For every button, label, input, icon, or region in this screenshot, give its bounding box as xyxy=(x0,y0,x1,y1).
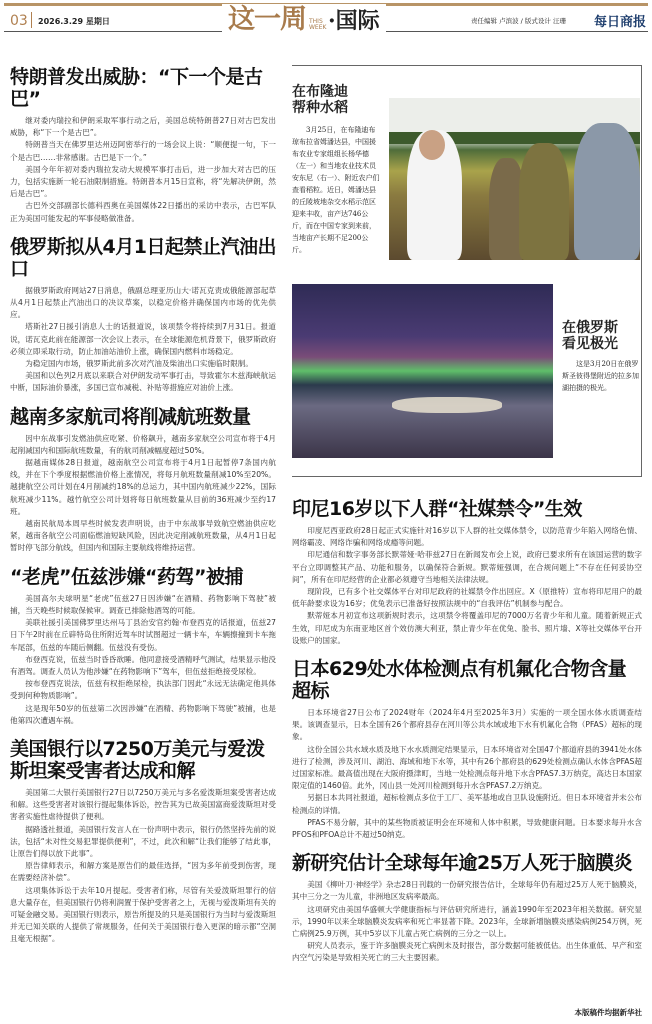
article-paragraph: 默蒂娅本月初宣布这项新规时表示，这项禁令将覆盖印尼的7000万名青少年和儿童。随着新规正式生效，印尼成为东南亚地区首个效仿澳大利亚，禁止青少年在优兔、脸书、照片墙、X等社交媒体平台开设账户的国家。 xyxy=(292,611,642,645)
article xyxy=(10,66,276,225)
article-paragraph: 据俄罗斯政府网站27日消息，俄副总理亚历山大·诺瓦克责成俄能源部起草从4月1日起禁止汽油出口的决议草案，以稳定价格并确保国内市场的优先供应。 xyxy=(10,285,276,320)
article-headline: 新研究估计全球每年逾25万人死于脑膜炎 xyxy=(292,852,632,875)
photo2-title: 在俄罗斯 看见极光 xyxy=(562,320,618,352)
article-headline: 日本629处水体检测点有机氟化合物含量超标 xyxy=(292,658,627,703)
article-paragraph: 这项研究由美国华盛顿大学健康指标与评估研究所进行，涵盖1990年至2023年相关数据。研究显示，1990年以来全球脑膜炎发病率和死亡率显著下降。2023年，全球新增脑膜炎感染病例254万例，死亡病例25.9万例，其中5岁以下儿童占死亡病例的三分之一以上。 xyxy=(292,904,642,939)
article xyxy=(292,852,642,964)
article-paragraph: 印度尼西亚政府28日起正式实施针对16岁以下人群的社交媒体禁令，以防范青少年陷入网络色情、网络霸凌、网络诈骗和网络成瘾等问题。 xyxy=(292,526,642,548)
article-headline: 美国银行以7250万美元与爱泼斯坦案受害者达成和解 xyxy=(10,737,265,782)
article-paragraph: 这项集体诉讼于去年10月提起。受害者们称，尽管有关爱泼斯坦罪行的信息大量存在，但美国银行仍将利润置于保护受害者之上，无视与爱泼斯坦有关的可疑金融交易。美国银行则表示，原告所提及的只是美国银行为当时与爱泼斯坦并无已知关联的人提供了常规服务，任何关于美国银行卷入更深的暗示都“空洞且毫无根据”。 xyxy=(10,885,276,944)
article-paragraph: 按布登西克说法，伍兹有权拒绝尿检，执法部门因此“永远无法确定他具体受到何种物质影响”。 xyxy=(10,679,276,701)
article-paragraph: 日本环境省27日公布了2024财年（2024年4月至2025年3月）实施的一项全国水体水质调查结果。该调查显示，日本全国有26个都府县存在河川等公共水域或地下水有机氟化合物（PFAS）超标的现象。 xyxy=(292,708,642,742)
article xyxy=(10,406,276,555)
article xyxy=(292,658,642,841)
aurora-photo xyxy=(292,284,553,458)
source-credit: 本版稿件均据新华社 xyxy=(574,1008,642,1017)
right-column xyxy=(292,498,642,976)
article-paragraph: 美联社援引美国佛罗里达州马丁县治安官约翰·布登西克的话报道，伍兹27日下午2时前在丘辟特岛住所附近驾车时试图超过一辆卡车，车辆擦撞到卡车拖车尾部，伍兹的车随后侧翻。伍兹没有受伤。 xyxy=(10,618,276,652)
article-paragraph: 美国今年年初对委内瑞拉发动大规模军事打击后，进一步加大对古巴的压力，包括实施新一轮石油限制措施。特朗普本月15日宣称，将“先解决伊朗，然后是古巴”。 xyxy=(10,164,276,199)
article xyxy=(10,738,276,946)
article-paragraph: 据越南媒体28日报道，越南航空公司宣布将于4月1日起暂停7条国内航线，并在下个季度根据燃油价格上涨情况，将每月航班数量削减10%至20%。越捷航空公司计划在4月削减约18%的总运力，其中国内航班减少22%，国际航班减少11%。越竹航空公司计划将每日航班数量从目前的36班减少至约17班。 xyxy=(10,458,276,516)
article-paragraph: 印尼通信和数字事务部长默蒂娅·哈菲兹27日在新闻发布会上说，政府已要求所有在该国运营的数字平台立即调整其产品、功能和服务，以确保符合新规。默蒂娅强调，在合规问题上“不存在任何妥协空间”，所有在印尼经营的企业都必须遵守当地相关法律法规。 xyxy=(292,550,642,584)
article-paragraph: 现阶段，已有多个社交媒体平台对印尼政府的社媒禁令作出回应。X（原推特）宣布将印尼用户的最低年龄要求设为16岁；优兔表示已准备好按照法规中的“自我评估”机制参与配合。 xyxy=(292,587,642,609)
article xyxy=(10,566,276,727)
section-title: 这一周 xyxy=(228,4,306,35)
photo1-caption: 3月25日，在布隆迪布琼布拉省姆潘达县，中国援布农业专家组组长杨华德（左一）和当地农业技术员安东尼（右一）、附近农户们查看稻粒。近日，姆潘达县的丘陵坡地杂交水稻示范区迎来丰收，亩产达746公斤，而在中国专家到来前，当地亩产长期不足200公斤。 xyxy=(292,126,380,254)
article-headline: 俄罗斯拟从4月1日起禁止汽油出口 xyxy=(10,235,276,280)
divider xyxy=(31,12,32,28)
article-paragraph: PFAS不易分解，其中的某些物质被证明会在环境和人体中积累，导致健康问题。日本要求每升水含PFOS和PFOA总计不超过50纳克。 xyxy=(292,817,642,840)
article-paragraph: 塔斯社27日援引消息人士的话报道说，该项禁令将持续到7月31日。报道说，诺瓦克此前在能源部一次会议上表示，在全球能源危机背景下，俄罗斯政府必须立即采取行动，防止加油站油价上涨，确保国内燃料市场稳定。 xyxy=(10,322,276,356)
article-paragraph: 古巴外交部副部长德科西奥在美国媒体22日播出的采访中表示，古巴军队正为美国可能发起的军事侵略做准备。 xyxy=(10,201,276,223)
article-headline: 特朗普发出威胁：“下一个是古巴” xyxy=(10,66,263,110)
article-paragraph: 继对委内瑞拉和伊朗采取军事行动之后，美国总统特朗普27日对古巴发出威胁，称“下一个是古巴”。 xyxy=(10,116,276,138)
rice-harvest-photo xyxy=(389,98,640,260)
article-paragraph: 另据日本共同社报道，超标检测点多位于工厂、美军基地或自卫队设施附近。但日本环境省并未公布检测点的详情。 xyxy=(292,793,642,815)
section-subtitle: ·国际 xyxy=(328,8,380,34)
article-paragraph: 美国第二大银行美国银行27日以7250万美元与多名爱泼斯坦案受害者达成和解。这些受害者对该银行提起集体诉讼，控告其为已故美国富商爱泼斯坦对受害者实施性虐待提供了便利。 xyxy=(10,787,276,822)
article-paragraph: 这是现年50岁的伍兹第二次因涉嫌“在酒精、药物影响下驾驶”被捕，也是他第四次遭遇车祸。 xyxy=(10,703,276,725)
newspaper-brand: 每日商报 xyxy=(593,15,646,30)
article-paragraph: 美国和以色列2月底以来联合对伊朗发动军事打击，导致霍尔木兹海峡航运中断，国际油价暴涨，多国已宣布减税、补贴等措施应对油价上涨。 xyxy=(10,371,276,393)
photo2-caption-block xyxy=(562,320,640,394)
article-paragraph: 美国《柳叶刀·神经学》杂志28日刊载的一份研究报告估计，全球每年仍有超过25万人死于脑膜炎，其中三分之一为儿童，非洲地区发病率最高。 xyxy=(292,880,642,902)
photo1-caption-block xyxy=(292,84,382,256)
photo2-caption: 这是3月20日在俄罗斯圣彼得堡附近的拉多加湖拍摄的极光。 xyxy=(562,360,639,392)
article-paragraph: 因中东战事引发燃油供应吃紧、价格飙升，越南多家航空公司宣布将于4月起削减国内和国际航班数量，有的航司削减幅度超过50%。 xyxy=(10,433,276,455)
article-headline: 越南多家航司将削减航班数量 xyxy=(10,405,251,428)
section-title-en: THIS WEEK xyxy=(309,18,327,31)
page-number: 03 xyxy=(10,13,28,29)
article xyxy=(292,498,642,647)
issue-date: 2026.3.29 星期日 xyxy=(38,17,110,26)
article-paragraph: 原告律师表示，和解方案是原告们的最佳选择，“因为多年前受到伤害，现在需要经济补偿”。 xyxy=(10,861,276,883)
article-paragraph: 为稳定国内市场，俄罗斯此前多次对汽油及柴油出口实施临时限制。 xyxy=(25,359,253,369)
editor-credits: 责任编辑 卢滨波 / 版式设计 汪珊 xyxy=(471,17,566,25)
left-column xyxy=(10,66,276,957)
article-headline: “老虎”伍兹涉嫌“药驾”被捕 xyxy=(10,565,243,588)
article-paragraph: 特朗普当天在佛罗里达州迈阿密举行的一场会议上说：“顺便提一句，下一个是古巴……非常感谢。古巴是下一个。” xyxy=(10,140,276,162)
article-headline: 印尼16岁以下人群“社媒禁令”生效 xyxy=(292,498,582,520)
page-header xyxy=(4,4,648,35)
section-masthead xyxy=(222,4,386,34)
article-paragraph: 研究人员表示，鉴于许多脑膜炎死亡病例未及时报告，部分数据可能被低估。出生体重低、早产和室内空气污染是导致相关死亡的三大主要因素。 xyxy=(292,941,642,963)
article xyxy=(10,236,276,395)
article-paragraph: 美国高尔夫球明星“老虎”伍兹27日因涉嫌“在酒精、药物影响下驾驶”被捕，当天晚些时候取保候审。调查已排除他酒驾的可能。 xyxy=(10,593,276,615)
article-paragraph: 越南民航局本周早些时候发表声明说，由于中东战事导致航空燃油供应吃紧，越南各航空公司面临燃油短缺风险，因此决定削减航班数量，从4月1日起暂时停飞部分航线，但国内和国际主要航线将维持运营。 xyxy=(10,519,276,553)
article-paragraph: 这份全国公共水域水质及地下水水质测定结果显示，日本环境省对全国47个都道府县的3941处水体进行了检测，涉及河川、湖泊、海域和地下水等，其中有26个都府县的629处检测点确认水体含PFAS超过国家标准。最高值出现在大阪府摄津町，当地一处检测点每升地下水含PFAS7.3万纳克，高达日本国家限定值的1460倍。此外，冈山县一处河川检测到每升水含PFAS7.2万纳克。 xyxy=(292,744,642,791)
article-paragraph: 布登西克说，伍兹当时昏昏欲睡。他同意接受酒精呼气测试，结果显示他没有酒驾。调查人员认为他涉嫌“在药物影响下”驾车，但伍兹拒绝接受尿检。 xyxy=(10,654,276,676)
article-paragraph: 据路透社报道，美国银行发言人在一份声明中表示，银行仍然坚持先前的说法，包括“未对性交易犯罪提供便利”，不过，此次和解“让我们能够了结此事，让原告们得以放下此事”。 xyxy=(10,824,276,858)
photo1-title: 在布隆迪 帮种水稻 xyxy=(292,84,348,116)
